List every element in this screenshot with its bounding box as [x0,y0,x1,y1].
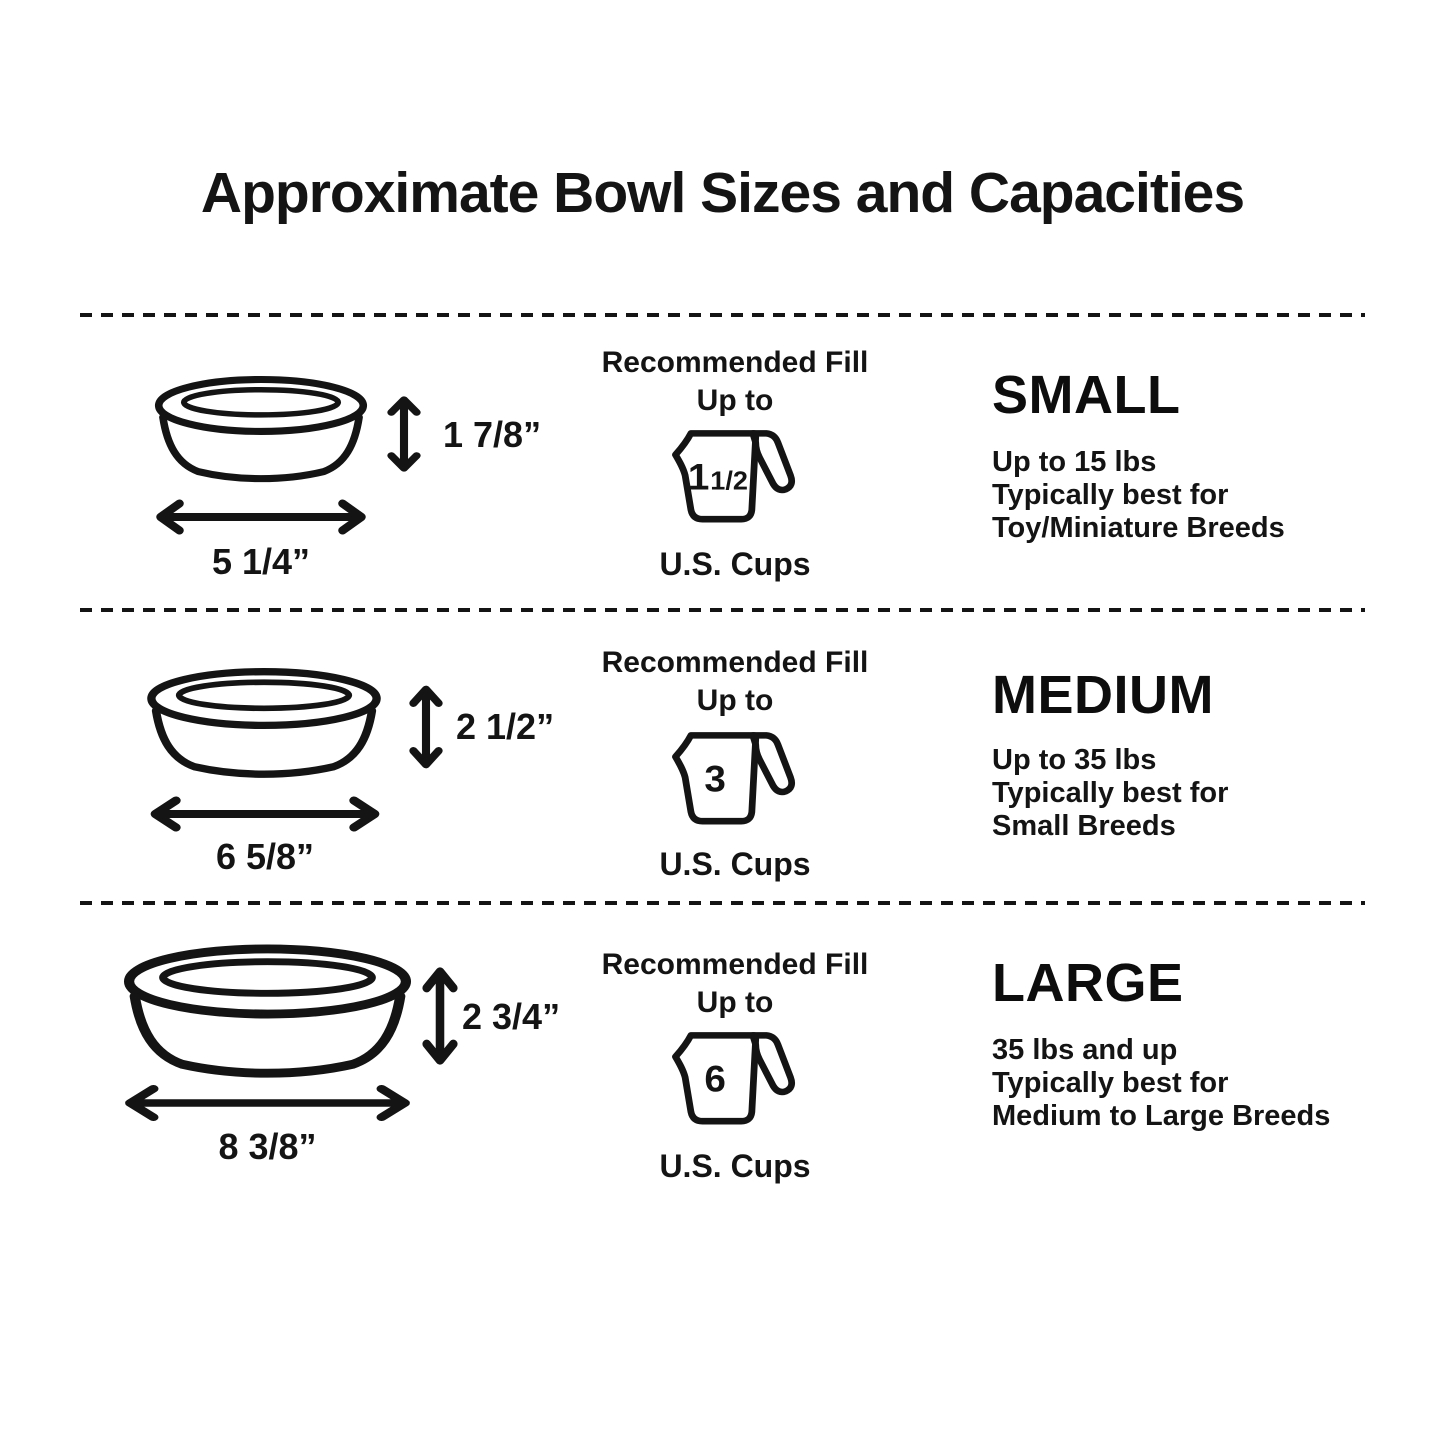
size-description-line: Typically best for [992,479,1229,511]
us-cups-label: U.S. Cups [659,546,811,582]
page-title: Approximate Bowl Sizes and Capacities [200,161,1245,225]
up-to-label: Up to [696,684,774,717]
size-description-line: Up to 15 lbs [992,446,1157,478]
bowl-icon [152,374,370,492]
bowl-icon [144,666,384,788]
measuring-cup-icon [660,726,805,838]
size-description-line: Medium to Large Breeds [992,1100,1331,1132]
width-arrow-icon [120,1084,415,1122]
size-description [992,446,1285,545]
bowl-width-label: 5 1/4” [211,541,311,582]
size-description-line: Small Breeds [992,810,1176,842]
size-description [992,744,1228,843]
bowl-height-label: 2 1/2” [456,706,555,747]
bowl-height-label: 1 7/8” [443,414,542,455]
size-heading-large: LARGE [992,953,1184,1013]
us-cups-label: U.S. Cups [659,846,811,882]
size-heading-medium: MEDIUM [992,665,1214,725]
width-arrow-icon [146,796,384,832]
size-description-line: Toy/Miniature Breeds [992,512,1285,544]
recommended-fill-label: Recommended Fill [601,948,869,981]
recommended-fill-label: Recommended Fill [601,346,869,379]
bowl-icon [120,942,415,1090]
width-arrow-icon [152,499,370,535]
recommended-fill-label: Recommended Fill [601,646,869,679]
cup-capacity-value: 1 [687,456,710,499]
size-description-line: Up to 35 lbs [992,744,1157,776]
cup-capacity-fraction: 1/2 [710,465,748,496]
size-heading-small: SMALL [992,365,1181,425]
measuring-cup-icon [660,424,805,536]
height-arrow-icon [421,963,459,1069]
size-description-line: 35 lbs and up [992,1034,1178,1066]
size-description-line: Typically best for [992,1067,1229,1099]
height-arrow-icon [386,393,422,475]
cup-capacity-value: 6 [704,1058,726,1101]
up-to-label: Up to [696,384,774,417]
up-to-label: Up to [696,986,774,1019]
cup-capacity-value: 3 [704,758,726,801]
row-divider [80,608,1365,612]
height-arrow-icon [408,682,444,772]
bowl-width-label: 8 3/8” [218,1126,317,1167]
measuring-cup-icon [660,1026,805,1138]
size-description [992,1034,1330,1133]
size-description-line: Typically best for [992,777,1229,809]
row-divider [80,313,1365,317]
bowl-width-label: 6 5/8” [215,836,315,877]
row-divider [80,901,1365,905]
us-cups-label: U.S. Cups [659,1148,811,1184]
bowl-height-label: 2 3/4” [462,996,561,1037]
